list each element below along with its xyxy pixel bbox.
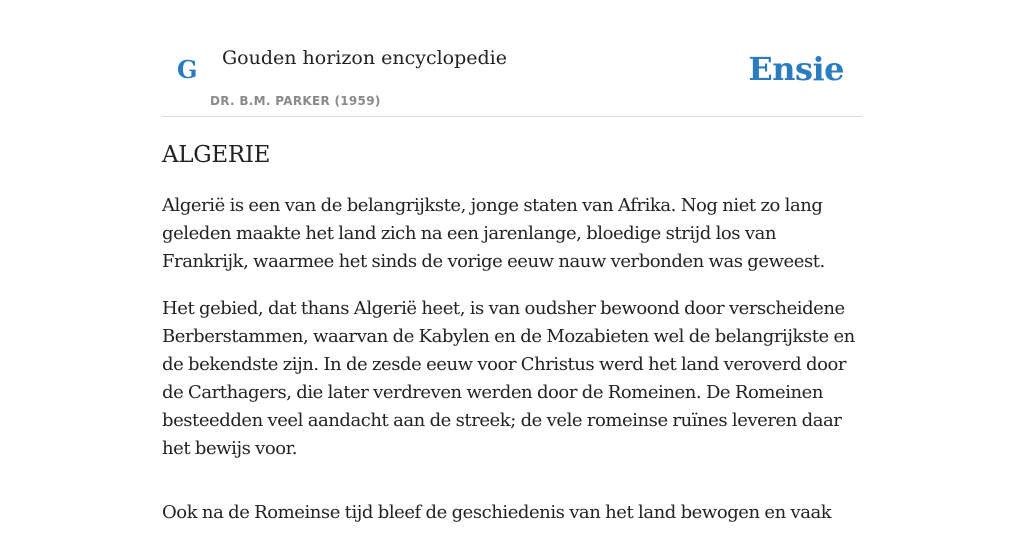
entry-paragraph: Algerië is een van de belangrijkste, jonge staten van Afrika. Nog niet zo lang geleden maakte het land zich na een jarenlange, bloedige strijd los van Frankrijk, waarmee het sinds de vorige eeuw nauw verbonden was geweest.	[162, 195, 825, 272]
entry-content	[162, 192, 862, 546]
entry-title: ALGERIE	[162, 142, 271, 168]
entry-paragraph: Ook na de Romeinse tijd bleef de geschiedenis van het land bewogen en vaak	[162, 502, 832, 523]
article-page	[162, 0, 862, 523]
book-header	[162, 0, 862, 117]
entry-paragraph: Het gebied, dat thans Algerië heet, is van oudsher bewoond door verscheidene Berberstammen, waarvan de Kabylen en de Mozabieten wel de belangrijkste en de bekendste zijn. In de zesde eeuw voor Christus werd het land veroverd door de Carthagers, die later verdreven werden door de Romeinen. De Romeinen besteedden veel aandacht aan de streek; de vele romeinse ruïnes leveren daar het bewijs voor.	[162, 298, 855, 459]
ensie-logo[interactable]: Ensie	[748, 50, 844, 88]
book-author: DR. B.M. PARKER (1959)	[210, 94, 381, 108]
book-logo[interactable]: G	[177, 55, 198, 84]
book-title[interactable]: Gouden horizon encyclopedie	[222, 47, 507, 69]
